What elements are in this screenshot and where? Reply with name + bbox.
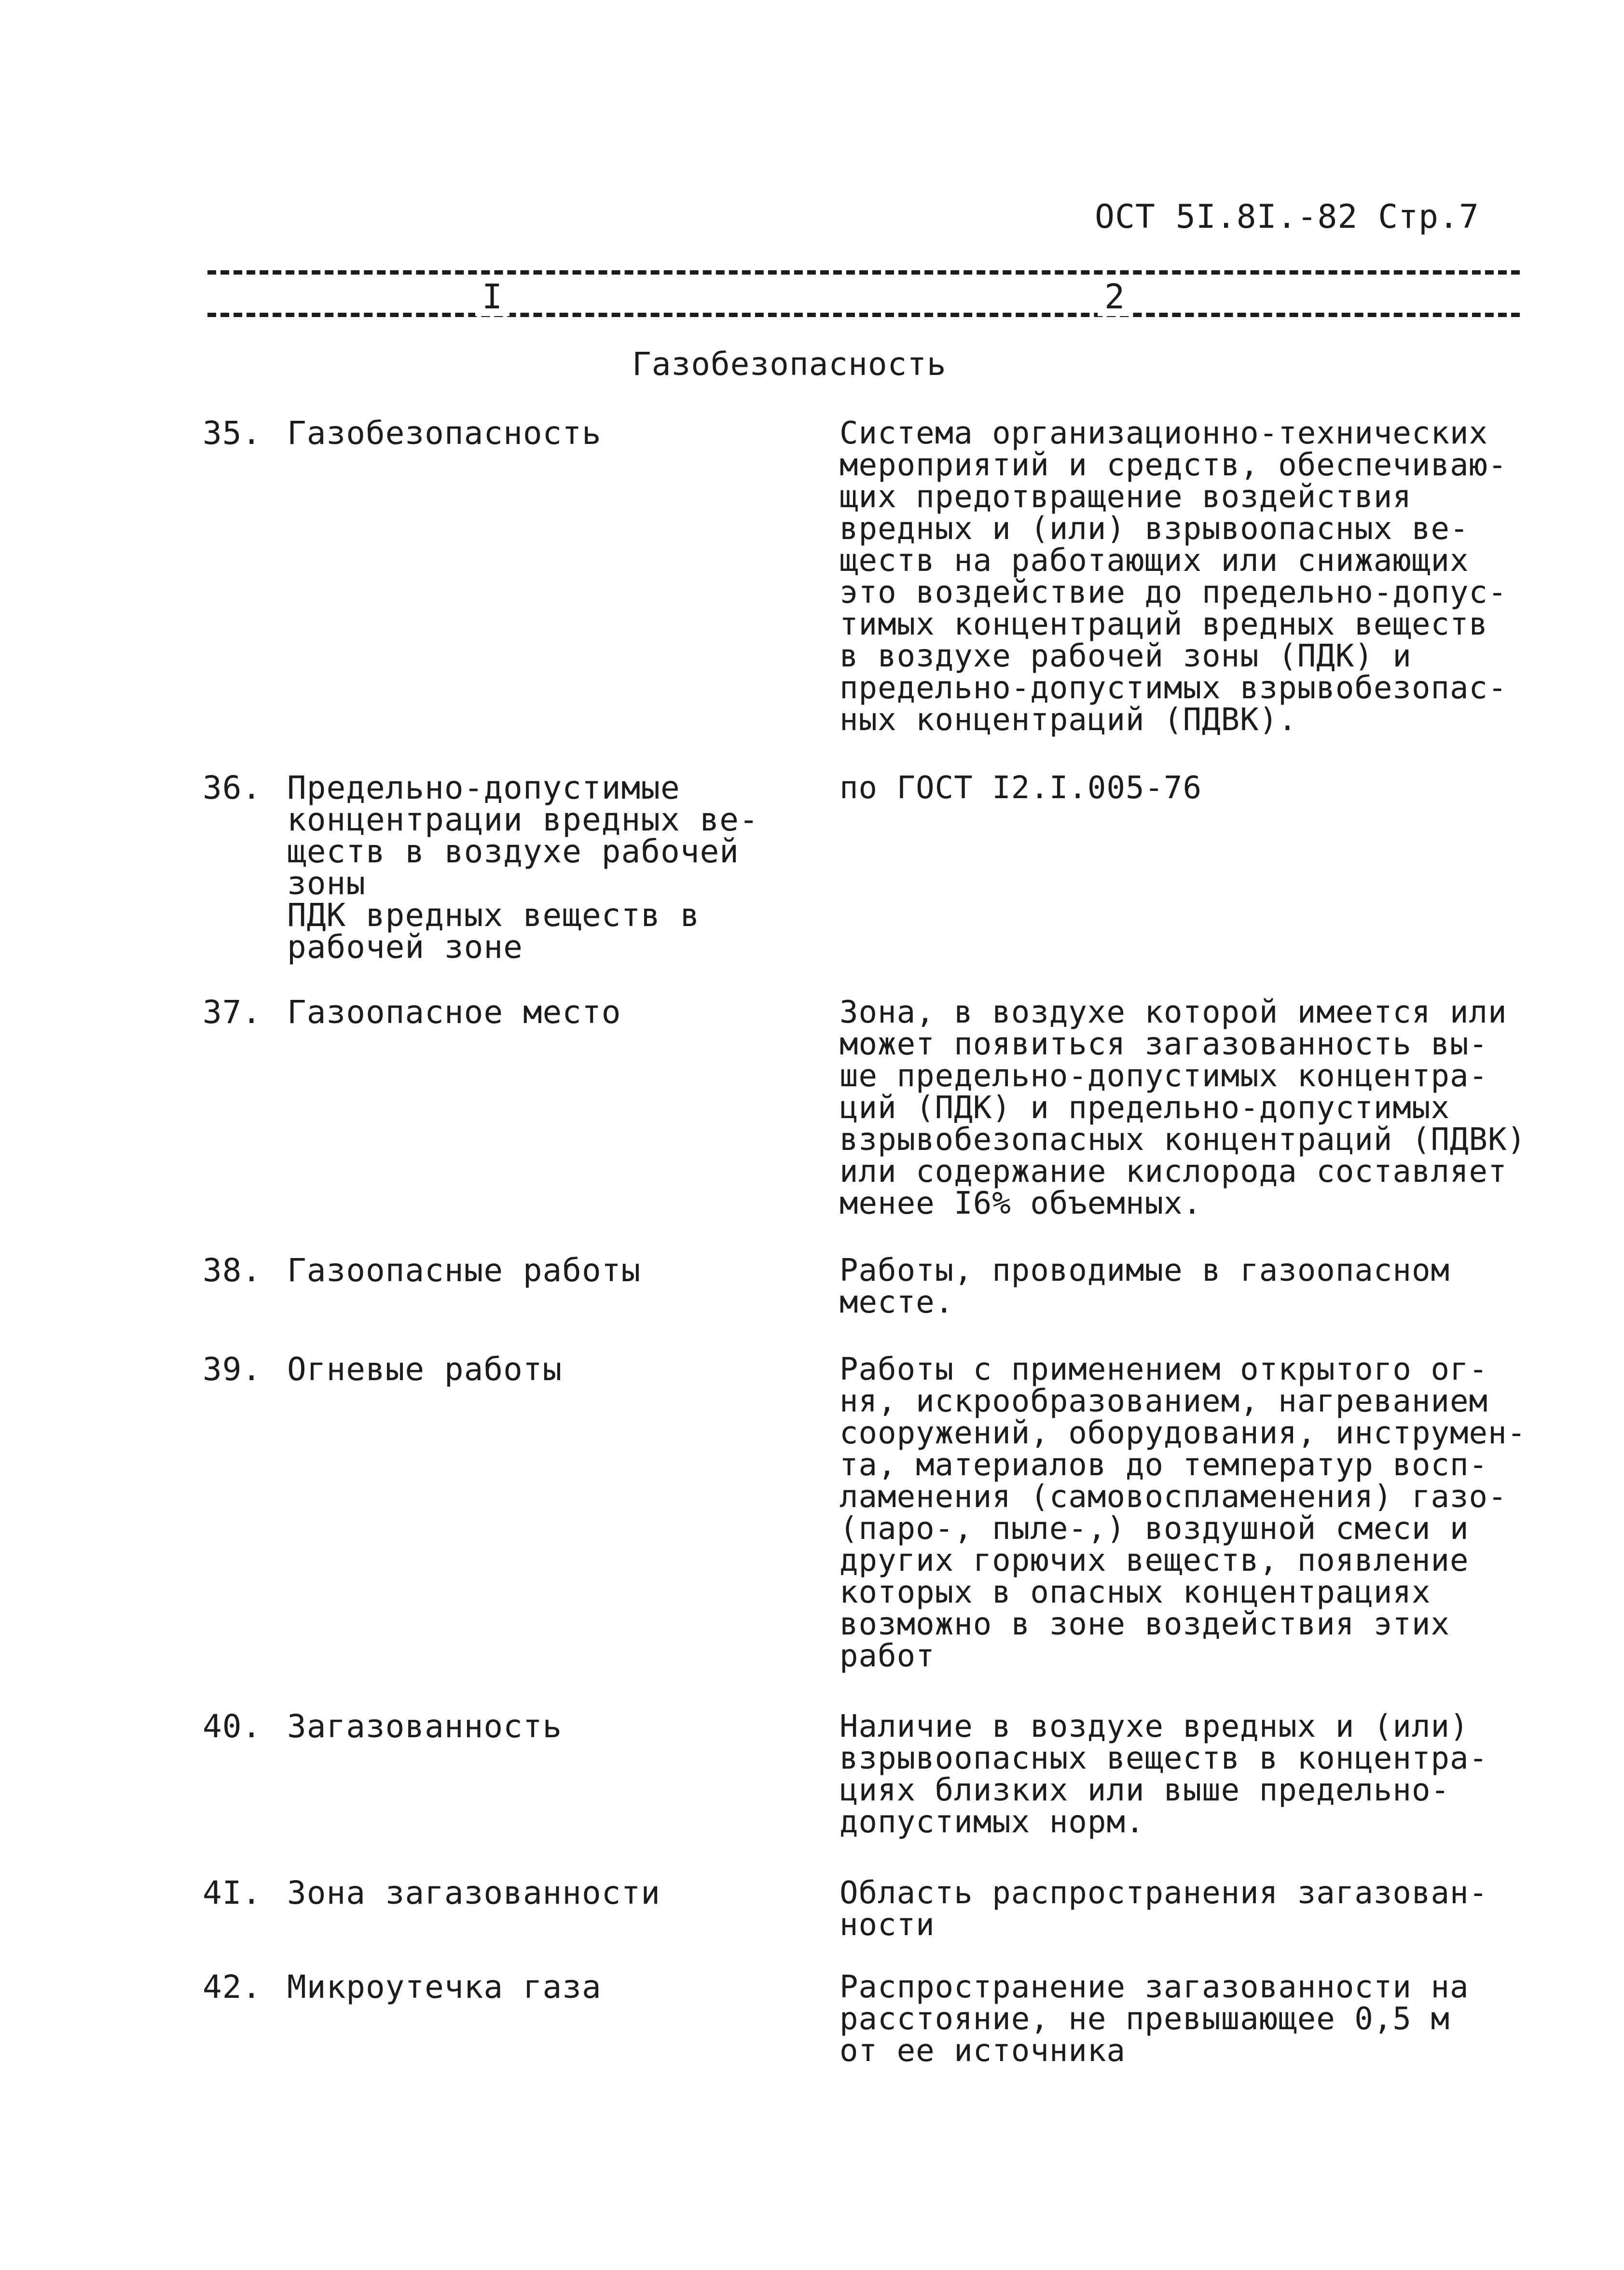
definition-line: или содержание кислорода составляет [840,1154,1507,1190]
entry-number: 40. [203,1708,262,1745]
document-reference: ОСТ 5I.8I.-82 Стр.7 [1095,198,1479,236]
entry-term [287,1874,813,1911]
definition-line: в воздухе рабочей зоны (ПДК) и [840,638,1412,674]
definition-line: ности [840,1907,935,1943]
definition-line: работ [840,1638,935,1674]
definition-line: это воздействие до предельно-допус- [840,575,1507,610]
term-line: концентрации вредных ве- [287,801,759,838]
entry-definition [840,1971,1525,2067]
definition-line: ше предельно-допустимых концентра- [840,1058,1488,1094]
term-line: Газобезопасность [287,415,602,452]
table-top-dashed-rule [207,270,1520,275]
definition-line: взрывоопасных веществ в концентра- [840,1741,1488,1776]
section-title: Газобезопасность [632,346,947,383]
table-bottom-dashed-rule [207,313,1520,317]
definition-line: ламенения (самовоспламенения) газо- [840,1479,1507,1515]
entry-number: 4I. [203,1874,262,1911]
entry-definition [840,417,1525,736]
entry-definition [840,1354,1525,1672]
term-line: зоны [287,865,366,902]
definition-line: Область распространения загазован- [840,1875,1488,1911]
definition-line: Распространение загазованности на [840,1969,1469,2005]
definition-line: ций (ПДК) и предельно-допустимых [840,1090,1450,1126]
entry-definition [840,1711,1525,1838]
term-line: Загазованность [287,1708,563,1745]
definition-line: менее I6% объемных. [840,1186,1202,1221]
column-number-1: I [475,277,509,316]
entry-number: 42. [203,1968,262,2006]
entry-definition [840,1255,1525,1318]
definition-line: от ее источника [840,2033,1126,2069]
term-line: Газоопасное место [287,994,621,1031]
entry-number: 37. [203,994,262,1031]
entry-term [287,1968,813,2006]
term-line: Газоопасные работы [287,1252,641,1289]
entry-term [287,994,813,1031]
definition-line: та, материалов до температур восп- [840,1447,1488,1483]
definition-line: Наличие в воздухе вредных и (или) [840,1709,1469,1744]
term-line: ПДК вредных веществ в [287,897,700,934]
definition-line: вредных и (или) взрывоопасных ве- [840,511,1469,547]
definition-line: взрывобезопасных концентраций (ПДВК) [840,1122,1527,1158]
definition-line: по ГОСТ I2.I.005-76 [840,770,1202,806]
term-line: ществ в воздухе рабочей [287,833,739,870]
definition-line: Работы, проводимые в газоопасном [840,1253,1450,1288]
definition-line: ных концентраций (ПДВК). [840,702,1297,738]
definition-line: ществ на работающих или снижающих [840,543,1469,579]
definition-line: циях близких или выше предельно- [840,1772,1450,1808]
entry-number: 38. [203,1252,262,1289]
definition-line: предельно-допустимых взрывобезопас- [840,670,1507,706]
definition-line: расстояние, не превышающее 0,5 м [840,2001,1450,2037]
definition-line: месте. [840,1285,954,1320]
definition-line: Зона, в воздухе которой имеется или [840,995,1507,1030]
entry-definition [840,997,1525,1219]
entry-number: 35. [203,415,262,452]
entry-number: 36. [203,769,262,806]
definition-line: может появиться загазованность вы- [840,1026,1488,1062]
entry-definition [840,772,1525,804]
term-line: Микроутечка газа [287,1968,602,2006]
definition-line: ня, искрообразованием, нагреванием [840,1384,1488,1419]
definition-line: щих предотвращение воздействия [840,479,1412,515]
definition-line: сооружений, оборудования, инструмен- [840,1415,1527,1451]
term-line: рабочей зоне [287,928,523,966]
entry-number: 39. [203,1351,262,1388]
entry-term [287,1708,813,1745]
definition-line: Работы с применением открытого ог- [840,1352,1488,1387]
definition-line: возможно в зоне воздействия этих [840,1606,1450,1642]
definition-line: которых в опасных концентрациях [840,1575,1431,1610]
definition-line: допустимых норм. [840,1804,1145,1840]
entry-term [287,1252,813,1289]
definition-line: (паро-, пыле-,) воздушной смеси и [840,1511,1469,1547]
entry-term [287,1351,813,1388]
term-line: Огневые работы [287,1351,563,1388]
entry-term [287,769,813,966]
column-number-2: 2 [1098,277,1132,316]
definition-line: мероприятий и средств, обеспечиваю- [840,447,1507,483]
term-line: Предельно-допустимые [287,769,680,806]
definition-line: Система организационно-технических [840,415,1488,451]
definition-line: других горючих веществ, появление [840,1543,1469,1578]
definition-line: тимых концентраций вредных веществ [840,607,1488,642]
entry-term [287,415,813,452]
term-line: Зона загазованности [287,1874,661,1911]
entry-definition [840,1877,1525,1941]
